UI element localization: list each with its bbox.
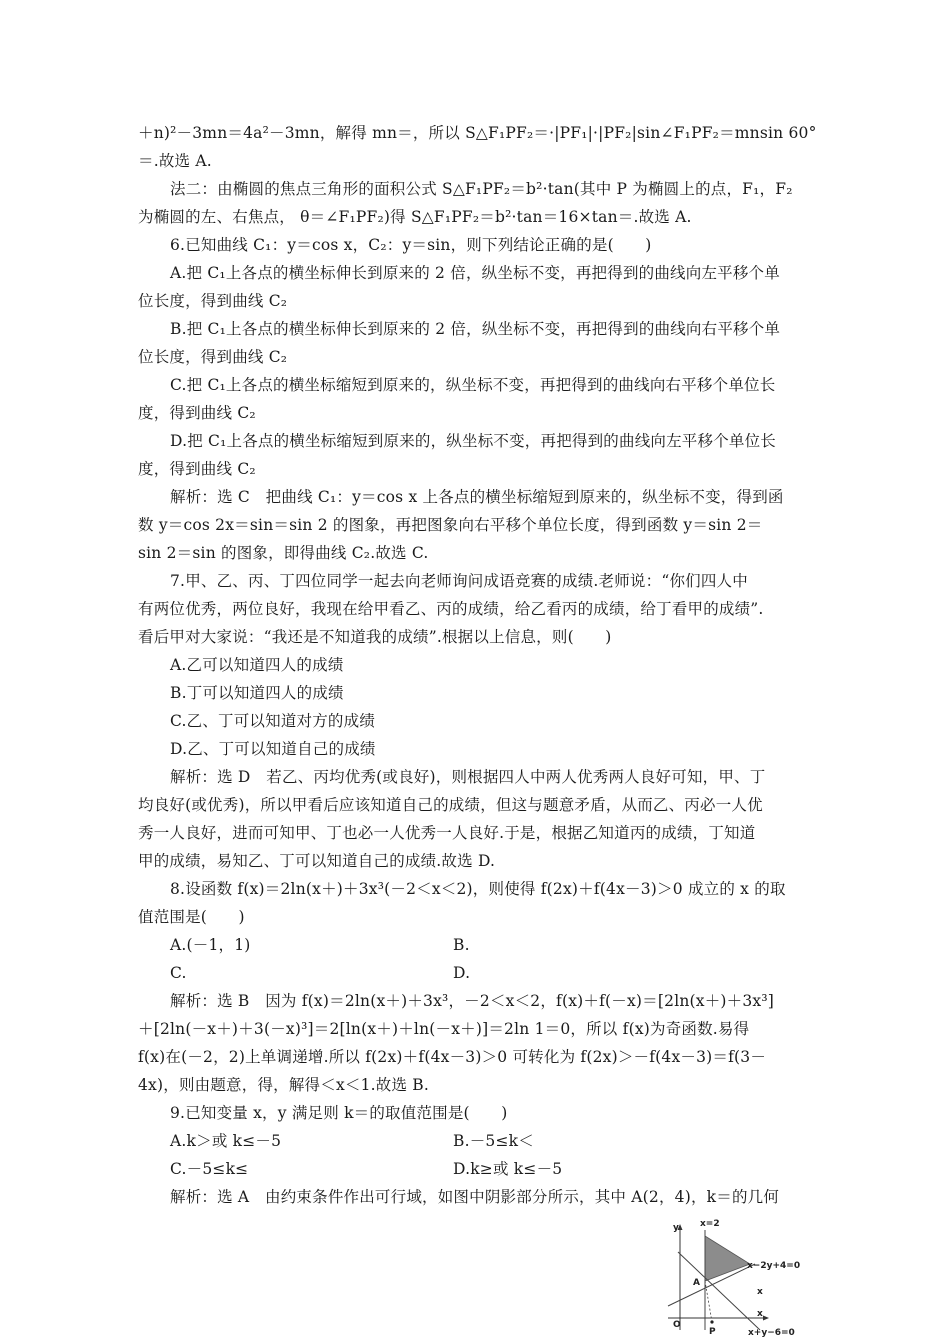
- solution-9: 解析：选 A 由约束条件作出可行域，如图中阴影部分所示，其中 A(2，4)，k＝的几何: [170, 1188, 780, 1206]
- option-a: A.乙可以知道四人的成绩: [170, 656, 344, 674]
- option-c: C.乙、丁可以知道对方的成绩: [170, 712, 376, 730]
- solution-8: 解析：选 B 因为 f(x)＝2ln(x＋)＋3x³，－2＜x＜2，f(x)＋f(－x)＝[2ln(x＋)＋3x³]: [170, 992, 775, 1010]
- text-line: ＝.故选 A.: [138, 152, 212, 170]
- option-b: B.丁可以知道四人的成绩: [170, 684, 344, 702]
- text-line: 甲的成绩，易知乙、丁可以知道自己的成绩.故选 D.: [138, 852, 496, 870]
- solution-6: 解析：选 C 把曲线 C₁：y＝cos x 上各点的横坐标缩短到原来的，纵坐标不变，得到函: [170, 488, 784, 506]
- option-a: A.把 C₁上各点的横坐标伸长到原来的 2 倍，纵坐标不变，再把得到的曲线向左平移个单: [170, 264, 780, 282]
- option-d: D.: [453, 964, 471, 982]
- text-line: sin 2＝sin 的图象，即得曲线 C₂.故选 C.: [138, 544, 429, 562]
- text-line: f(x)在(－2，2)上单调递增.所以 f(2x)＋f(4x－3)＞0 可转化为 f(2x)＞－f(4x－3)＝f(3－: [138, 1048, 767, 1066]
- question-9: 9.已知变量 x，y 满足则 k＝的取值范围是( ): [170, 1104, 508, 1122]
- label-p: P: [709, 1327, 716, 1337]
- text-line: ＋[2ln(－x＋)＋3(－x)³]＝2[ln(x＋)＋ln(－x＋)]＝2ln 1＝0，所以 f(x)为奇函数.易得: [138, 1020, 750, 1038]
- text-line: ＋n)²－3mn＝4a²－3mn，解得 mn＝，所以 S△F₁PF₂＝·|PF₁|·|PF₂|sin∠F₁PF₂＝mnsin 60°: [138, 124, 817, 142]
- text-line: 法二：由椭圆的焦点三角形的面积公式 S△F₁PF₂＝b²·tan(其中 P 为椭圆上的点，F₁，F₂: [170, 180, 793, 198]
- option-a: A.k＞或 k≤－5: [170, 1132, 282, 1150]
- option-b: B.－5≤k＜: [453, 1132, 534, 1150]
- option-c: C.－5≤k≤: [170, 1160, 249, 1178]
- text-line: 4x)，则由题意，得，解得＜x＜1.故选 B.: [138, 1076, 430, 1094]
- question-8: 8.设函数 f(x)＝2ln(x＋)＋3x³(－2＜x＜2)，则使得 f(2x)＋f(4x－3)＞0 成立的 x 的取: [170, 880, 786, 898]
- solution-7: 解析：选 D 若乙、丙均优秀(或良好)，则根据四人中两人优秀两人良好可知，甲、丁: [170, 768, 766, 786]
- x-axis-arrow: [763, 1316, 769, 1321]
- question-6: 6.已知曲线 C₁：y＝cos x，C₂：y＝sin，则下列结论正确的是( ): [170, 236, 652, 254]
- option-b: B.: [453, 936, 470, 954]
- text-line: 位长度，得到曲线 C₂: [138, 292, 288, 310]
- point-p: [710, 1320, 713, 1323]
- option-d: D.k≥或 k≤－5: [453, 1160, 563, 1178]
- label-o: O: [673, 1320, 681, 1330]
- text-line: 位长度，得到曲线 C₂: [138, 348, 288, 366]
- label-x2: x=2: [700, 1219, 720, 1229]
- text-line: 值范围是( ): [138, 908, 245, 926]
- label-a: A: [693, 1278, 700, 1288]
- shaded-region: [705, 1236, 750, 1281]
- text-line: 度，得到曲线 C₂: [138, 460, 256, 478]
- text-line: 有两位优秀，两位良好，我现在给甲看乙、丙的成绩，给乙看丙的成绩，给丁看甲的成绩”.: [138, 600, 764, 618]
- label-x-bottom: x: [757, 1309, 763, 1319]
- option-a: A.(－1，1): [170, 936, 251, 954]
- text-line: 数 y＝cos 2x＝sin＝sin 2 的图象，再把图象向右平移个单位长度，得到函数 y＝sin 2＝: [138, 516, 763, 534]
- feasible-region-figure: [660, 1218, 810, 1338]
- question-7: 7.甲、乙、丙、丁四位同学一起去向老师询问成语竞赛的成绩.老师说：“你们四人中: [170, 572, 748, 590]
- option-b: B.把 C₁上各点的横坐标伸长到原来的 2 倍，纵坐标不变，再把得到的曲线向右平移个单: [170, 320, 781, 338]
- option-c: C.: [170, 964, 187, 982]
- text-line: 秀一人良好，进而可知甲、丁也必一人优秀一人良好.于是，根据乙知道丙的成绩，丁知道: [138, 824, 756, 842]
- text-line: 均良好(或优秀)，所以甲看后应该知道自己的成绩，但这与题意矛盾，从而乙、丙必一人优: [138, 796, 763, 814]
- option-d: D.把 C₁上各点的横坐标缩短到原来的，纵坐标不变，再把得到的曲线向左平移个单位长: [170, 432, 777, 450]
- label-y: y: [673, 1223, 679, 1233]
- label-x-top: x: [757, 1287, 763, 1297]
- label-line2: x+y−6=0: [748, 1328, 795, 1338]
- option-c: C.把 C₁上各点的横坐标缩短到原来的，纵坐标不变，再把得到的曲线向右平移个单位长: [170, 376, 776, 394]
- text-line: 为椭圆的左、右焦点， θ＝∠F₁PF₂)得 S△F₁PF₂＝b²·tan＝16×tan＝.故选 A.: [138, 208, 692, 226]
- text-line: 看后甲对大家说：“我还是不知道我的成绩”.根据以上信息，则( ): [138, 628, 612, 646]
- text-line: 度，得到曲线 C₂: [138, 404, 256, 422]
- label-line1: x−2y+4=0: [747, 1261, 801, 1271]
- option-d: D.乙、丁可以知道自己的成绩: [170, 740, 376, 758]
